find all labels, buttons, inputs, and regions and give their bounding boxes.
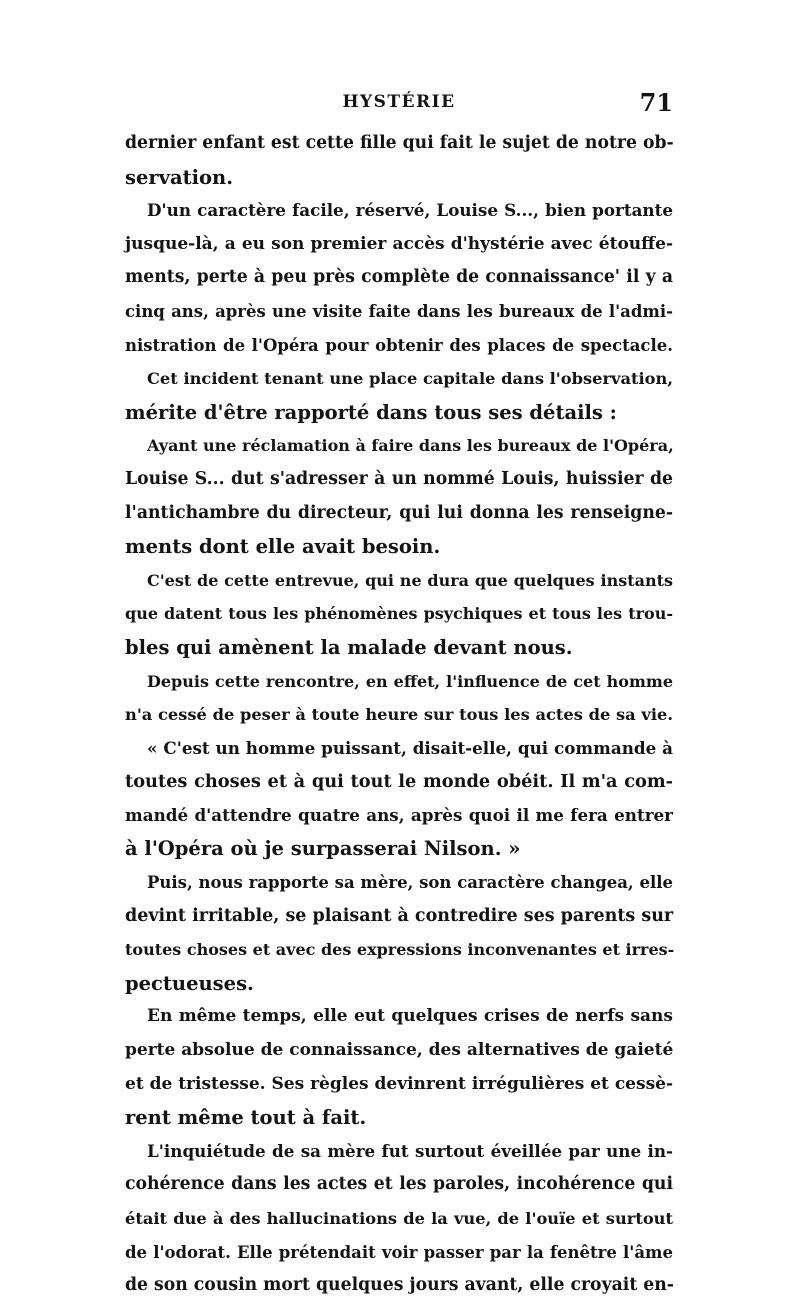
text-line: « C'est un homme puissant, disait-elle, qui commande à <box>147 737 673 758</box>
text-line: pectueuses. <box>125 971 254 995</box>
text-line: que datent tous les phénomènes psychiques et tous les trou- <box>125 604 673 624</box>
text-line: Puis, nous rapporte sa mère, son caractère changea, elle <box>147 873 673 893</box>
text-line: à l'Opéra où je surpasserai Nilson. » <box>125 837 521 861</box>
text-line: L'inquiétude de sa mère fut surtout éveillée par une in- <box>147 1140 673 1161</box>
running-title: HYSTÉRIE <box>342 92 456 112</box>
text-line: C'est de cette entrevue, qui ne dura que quelques instants <box>147 570 673 590</box>
text-line: Ayant une réclamation à faire dans les bureaux de l'Opéra, <box>147 436 674 456</box>
text-line: servation. <box>125 165 234 189</box>
text-line: toutes choses et à qui tout le monde obéit. Il m'a com- <box>125 771 673 793</box>
text-line: nistration de l'Opéra pour obtenir des places de spectacle. <box>125 335 673 355</box>
text-line: devint irritable, se plaisant à contredire ses parents sur <box>125 905 674 926</box>
text-line: Depuis cette rencontre, en effet, l'influence de cet homme <box>147 671 673 691</box>
text-line: n'a cessé de peser à toute heure sur tous les actes de sa vie. <box>125 705 673 725</box>
body-text <box>125 127 673 1303</box>
text-line: perte absolue de connaissance, des alternatives de gaieté <box>125 1040 674 1061</box>
page-number: 71 <box>639 88 673 117</box>
text-line: mandé d'attendre quatre ans, après quoi il me fera entrer <box>125 804 673 825</box>
text-line: cinq ans, après une visite faite dans les bureaux de l'admi- <box>125 301 673 321</box>
text-line: Louise S... dut s'adresser à un nommé Louis, huissier de <box>125 468 673 489</box>
text-line: l'antichambre du directeur, qui lui donna les renseigne- <box>125 502 673 523</box>
text-line: bles qui amènent la malade devant nous. <box>125 635 573 659</box>
text-line: En même temps, elle eut quelques crises de nerfs sans <box>147 1006 673 1027</box>
text-line: de l'odorat. Elle prétendait voir passer par la fenêtre l'âme <box>125 1242 673 1262</box>
text-line: Cet incident tenant une place capitale dans l'observation, <box>147 369 673 389</box>
text-line: et de tristesse. Ses règles devinrent irrégulières et cessè- <box>125 1073 674 1094</box>
text-line: ments dont elle avait besoin. <box>125 535 441 559</box>
text-line: toutes choses et avec des expressions inconvenantes et irres- <box>125 940 675 960</box>
text-line: ments, perte à peu près complète de connaissance' il y a <box>125 267 673 288</box>
text-line: jusque-là, a eu son premier accès d'hystérie avec étouffe- <box>125 233 673 254</box>
text-line: rent même tout à fait. <box>125 1106 367 1130</box>
text-line: de son cousin mort quelques jours avant, elle croyait en- <box>125 1275 674 1296</box>
text-line: était due à des hallucinations de la vue, de l'ouïe et surtout <box>125 1209 673 1228</box>
text-line: dernier enfant est cette fille qui fait le sujet de notre ob- <box>125 133 674 153</box>
running-head <box>125 88 673 122</box>
text-line: cohérence dans les actes et les paroles, incohérence qui <box>125 1174 673 1195</box>
text-line: D'un caractère facile, réservé, Louise S..., bien portante <box>147 200 673 221</box>
text-line: mérite d'être rapporté dans tous ses détails : <box>125 400 617 424</box>
